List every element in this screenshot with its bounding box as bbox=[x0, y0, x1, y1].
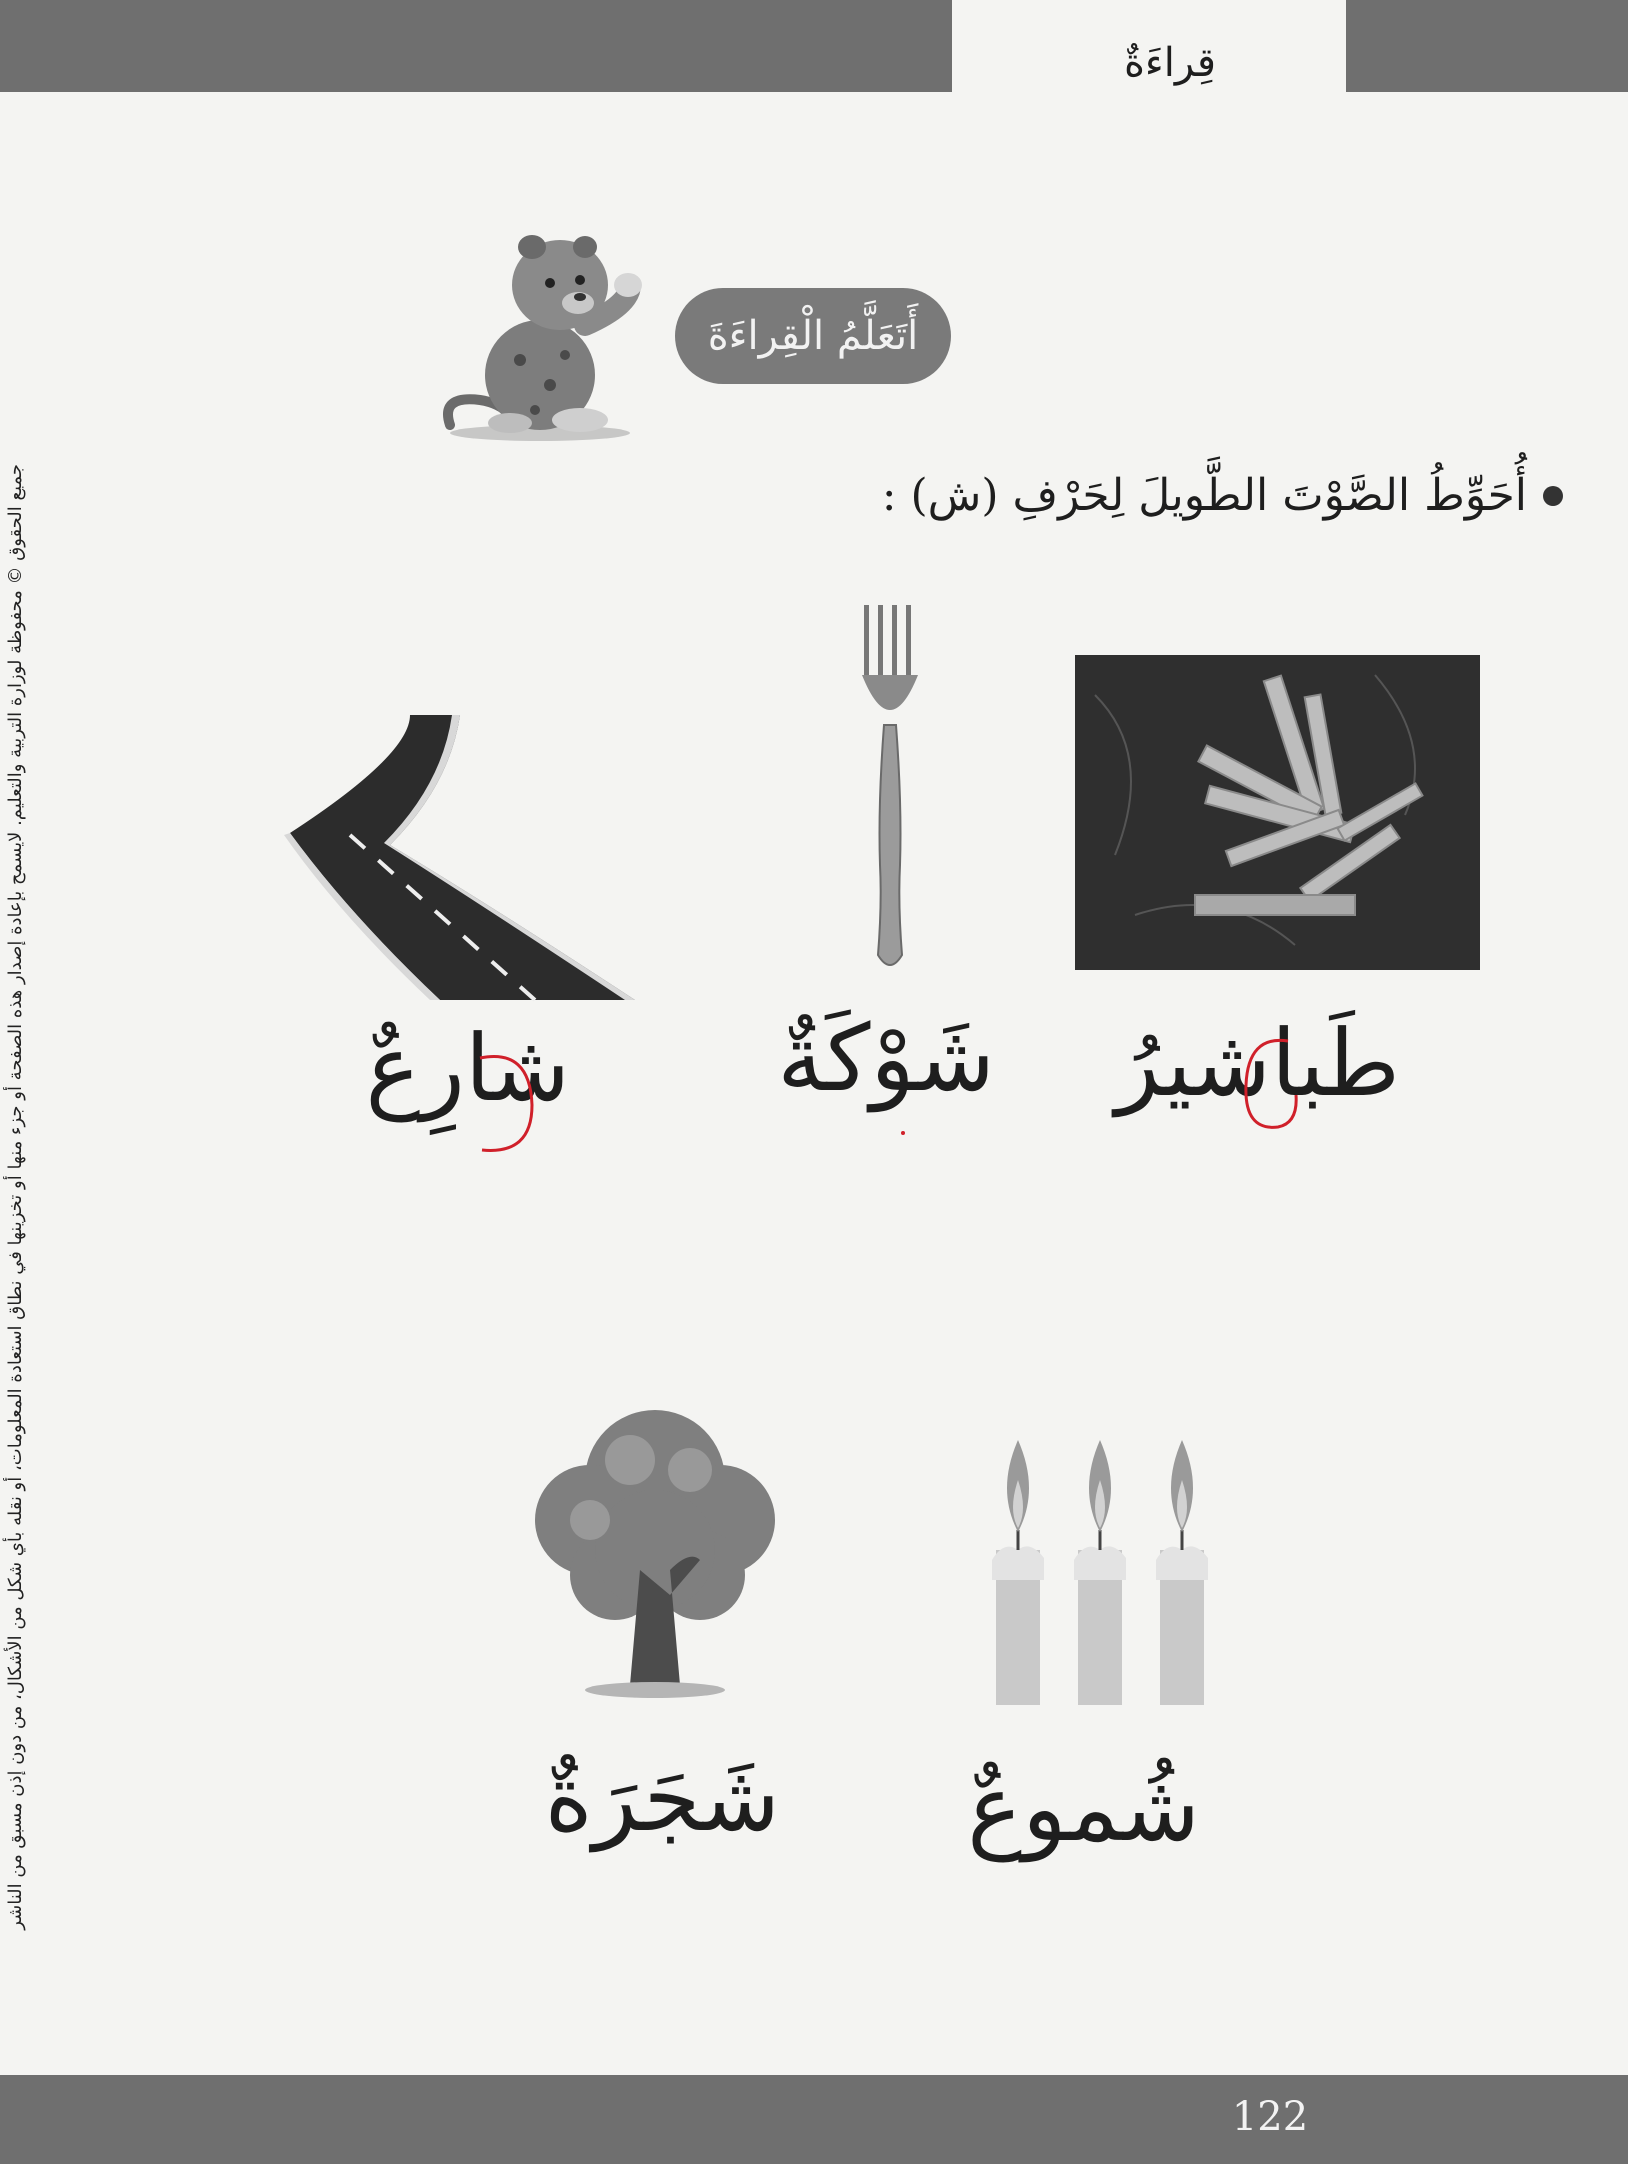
road-picture bbox=[290, 715, 635, 1005]
lesson-pill: أَتَعَلَّمُ الْقِراءَةَ bbox=[675, 288, 951, 384]
leopard-cub-illustration bbox=[440, 225, 650, 445]
tree-picture bbox=[530, 1400, 785, 1700]
instruction-line bbox=[882, 470, 1563, 521]
red-circle-mark-road bbox=[470, 1050, 540, 1160]
chalk-picture bbox=[1075, 655, 1480, 970]
candles-picture bbox=[990, 1440, 1210, 1705]
section-title: قِراءَةٌ bbox=[1123, 40, 1217, 86]
red-dot-mark-fork bbox=[898, 1128, 908, 1138]
word-road: شارِعٌ bbox=[365, 1015, 570, 1122]
word-tree: شَجَرَةٌ bbox=[544, 1745, 780, 1852]
header-bar-left bbox=[0, 0, 952, 92]
word-candles: شُموعٌ bbox=[967, 1755, 1200, 1862]
bullet-icon bbox=[1543, 486, 1563, 506]
red-circle-mark-chalk bbox=[1238, 1035, 1308, 1135]
page-number: 122 bbox=[1231, 2094, 1309, 2140]
word-fork: شَوْكَةٌ bbox=[777, 1005, 995, 1112]
header-bar-right bbox=[1346, 0, 1628, 92]
instruction-text: أُحَوِّطُ الصَّوْتَ الطَّويلَ لِحَرْفِ (ش) : bbox=[881, 470, 1527, 521]
word-chalk: طَباشيرُ bbox=[1115, 1010, 1400, 1117]
footer-bar bbox=[0, 2075, 1628, 2164]
fork-picture bbox=[860, 605, 920, 970]
copyright-side-note: جميع الحقوق © محفوظة لوزارة التربية والتعليم. لايسمح بإعادة إصدار هذه الصفحة أو جزء منها أو تخزينها في نطاق استعادة المعلومات، أو نقله بأي شكل من الأشكال، من دون إذن مسبق من الناشر bbox=[5, 464, 26, 1930]
